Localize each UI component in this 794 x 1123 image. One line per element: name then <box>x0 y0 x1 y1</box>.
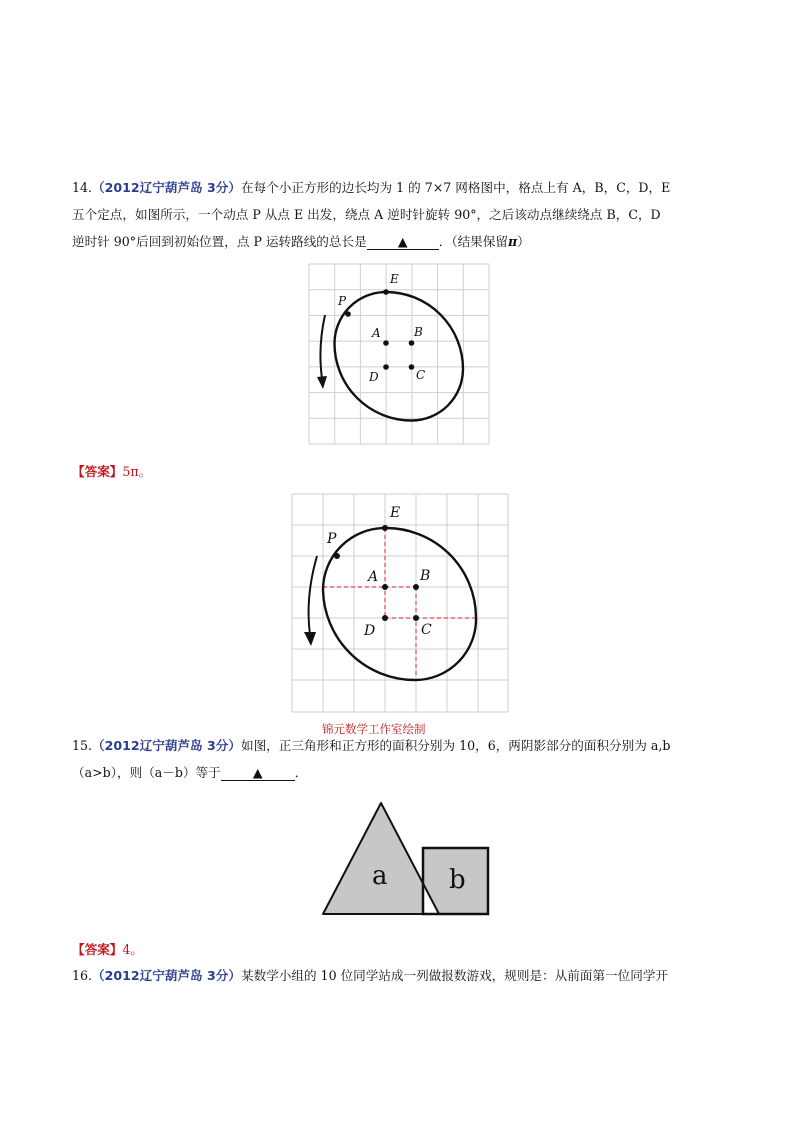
q15-number: 15. <box>72 738 93 753</box>
q14-solution-label-d: D <box>364 623 376 639</box>
q15-line-2 <box>72 765 307 781</box>
q14-point-a <box>383 340 389 346</box>
q14-solution-arrow-curve <box>309 556 317 641</box>
q14-pi-symbol: π <box>507 234 518 249</box>
q15-figure <box>320 800 492 918</box>
q14-answer-tag: 【答案】 <box>72 464 123 479</box>
q15-source: （2012辽宁葫芦岛 3分） <box>92 738 241 753</box>
q14-point-c <box>409 364 415 370</box>
q14-point-d <box>383 364 389 370</box>
q14-answer-blank: ▲ <box>367 235 439 250</box>
q14-text-1: 在每个小正方形的边长均为 1 的 7×7 网格图中，格点上有 A，B，C，D，E <box>240 180 671 195</box>
q14-label-a: A <box>372 326 381 340</box>
q14-solution-arrow-head <box>304 632 316 646</box>
q14-line-3 <box>72 234 530 250</box>
q14-solution-figure <box>291 493 509 713</box>
q14-solution-label-b: B <box>420 568 431 584</box>
q15-text-2-end: ． <box>294 765 308 780</box>
q14-label-b: B <box>414 325 423 339</box>
q14-label-d: D <box>369 370 379 384</box>
q16-line-1 <box>72 968 668 984</box>
q14-solution-point-d <box>382 615 388 621</box>
q14-source: （2012辽宁葫芦岛 3分） <box>92 180 241 195</box>
q14-solution-label-a: A <box>368 569 379 585</box>
q14-text-2: 五个定点，如图所示，一个动点 P 从点 E 出发，绕点 A 逆时针旋转 90°，之后该动点继续绕点 B，C，D <box>72 207 661 222</box>
q15-label-a: a <box>372 861 388 891</box>
q15-line-1 <box>72 738 670 754</box>
q15-text-2: （a>b），则（a－b）等于 <box>72 765 221 780</box>
q14-solution-label-c: C <box>421 622 432 638</box>
q14-line-2 <box>72 207 661 223</box>
q15-answer-blank: ▲ <box>221 766 295 781</box>
q14-solution-point-e <box>382 525 388 531</box>
q14-point-b <box>409 340 415 346</box>
q14-label-e: E <box>390 272 399 286</box>
q14-solution-point-c <box>413 615 419 621</box>
q14-number: 14. <box>72 180 93 195</box>
q14-solution-point-a <box>382 584 388 590</box>
q15-text-1: 如图，正三角形和正方形的面积分别为 10，6，两阴影部分的面积分别为 a,b <box>240 738 671 753</box>
q14-point-p <box>345 311 351 317</box>
q14-solution-caption: 锦元数学工作室绘制 <box>322 722 426 736</box>
q16-text-1: 某数学小组的 10 位同学站成一列做报数游戏，规则是：从前面第一位同学开 <box>240 968 669 983</box>
q15-answer-tag: 【答案】 <box>72 942 123 957</box>
q14-solution-point-p <box>334 553 340 559</box>
q14-answer-line <box>72 464 151 480</box>
q15-label-b: b <box>449 865 466 895</box>
q14-text-3: 逆时针 90°后回到初始位置，点 P 运转路线的总长是 <box>72 234 367 249</box>
q14-line-1 <box>72 180 670 196</box>
q14-arrow-head <box>317 376 327 389</box>
q14-solution-point-b <box>413 584 419 590</box>
q16-source: （2012辽宁葫芦岛 3分） <box>92 968 241 983</box>
q14-solution-dashed-lines <box>323 528 475 677</box>
q14-solution-label-p: P <box>327 531 337 547</box>
q14-path-curve <box>335 292 464 421</box>
q14-label-c: C <box>416 368 426 382</box>
q14-arrow-curve <box>320 315 325 385</box>
q15-answer-value: 4。 <box>122 942 143 957</box>
q14-figure <box>308 263 490 445</box>
q16-number: 16. <box>72 968 93 983</box>
q14-close-paren: ） <box>517 234 530 249</box>
q14-text-3-end: ．（结果保留 <box>438 234 508 249</box>
q14-answer-value: 5π。 <box>122 464 152 479</box>
q15-answer-line <box>72 942 143 958</box>
q14-solution-path-curve <box>323 528 476 680</box>
q14-label-p: P <box>338 294 347 308</box>
q14-solution-label-e: E <box>390 505 401 521</box>
q14-point-e <box>383 289 389 295</box>
